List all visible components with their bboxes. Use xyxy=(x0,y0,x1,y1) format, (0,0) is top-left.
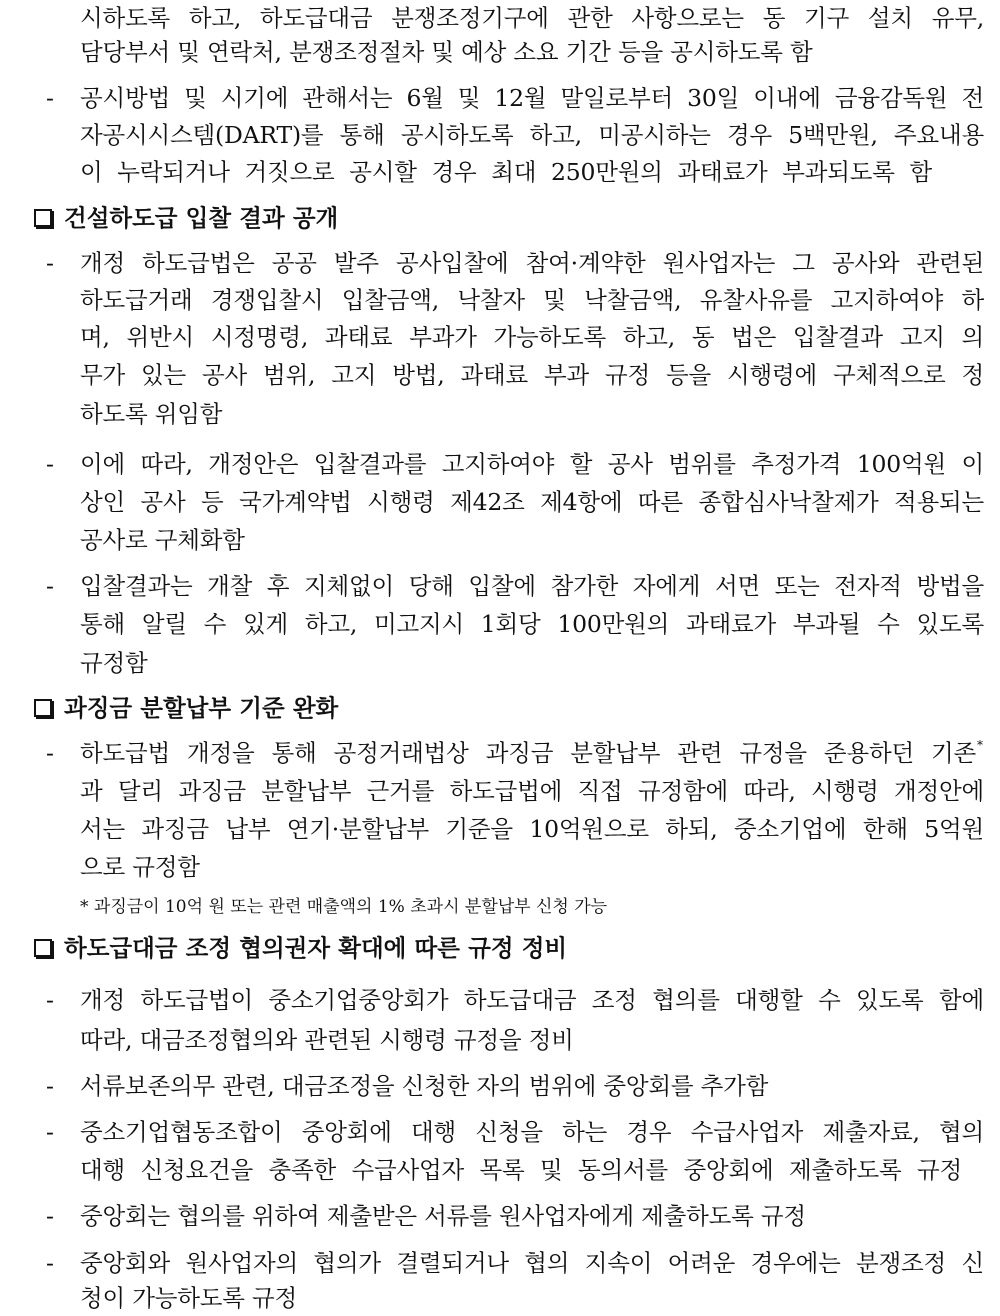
section-title: 건설하도급 입찰 결과 공개 xyxy=(64,204,339,232)
paragraph-line: 으로 규정함 xyxy=(80,853,200,881)
list-dash: - xyxy=(46,1249,54,1277)
list-dash: - xyxy=(46,739,54,767)
paragraph-line: 자공시시스템(DART)를 통해 공시하도록 하고, 미공시하는 경우 5백만원, 주요내용 xyxy=(80,121,984,149)
paragraph-line: 중소기업협동조합이 중앙회에 대행 신청을 하는 경우 수급사업자 제출자료, 협의 xyxy=(80,1118,984,1146)
paragraph-line: 하도급거래 경쟁입찰시 입찰금액, 낙찰자 및 낙찰금액, 유찰사유를 고지하여야 하 xyxy=(80,286,984,314)
footnote: * 과징금이 10억 원 또는 관련 매출액의 1% 초과시 분할납부 신청 가능 xyxy=(80,897,608,917)
section-title: 하도급대금 조정 협의권자 확대에 따른 규정 정비 xyxy=(64,934,568,962)
paragraph-line: 서는 과징금 납부 연기·분할납부 기준을 10억원으로 하되, 중소기업에 한해 5억원 xyxy=(80,815,984,843)
paragraph-line: 중앙회와 원사업자의 협의가 결렬되거나 협의 지속이 어려운 경우에는 분쟁조정 신 xyxy=(80,1249,984,1277)
paragraph-line: 공사로 구체화함 xyxy=(80,526,245,554)
paragraph-line: 중앙회는 협의를 위하여 제출받은 서류를 원사업자에게 제출하도록 규정 xyxy=(80,1202,806,1230)
list-dash: - xyxy=(46,986,54,1014)
paragraph-line: 개정 하도급법은 공공 발주 공사입찰에 참여·계약한 원사업자는 그 공사와 관련된 xyxy=(80,249,984,277)
paragraph-line: 입찰결과는 개찰 후 지체없이 당해 입찰에 참가한 자에게 서면 또는 전자적 방법을 xyxy=(80,572,984,600)
paragraph-line: 시하도록 하고, 하도급대금 분쟁조정기구에 관한 사항으로는 동 기구 설치 유무, xyxy=(80,4,984,32)
paragraph-line: 상인 공사 등 국가계약법 시행령 제42조 제4항에 따른 종합심사낙찰제가 적용되는 xyxy=(80,488,984,516)
checkbox-square-icon xyxy=(34,209,52,227)
paragraph-line: 며, 위반시 시정명령, 과태료 부과가 가능하도록 하고, 동 법은 입찰결과 고지 의 xyxy=(80,323,984,351)
paragraph-line: 이 누락되거나 거짓으로 공시할 경우 최대 250만원의 과태료가 부과되도록 함 xyxy=(80,158,932,186)
checkbox-square-icon xyxy=(34,699,52,717)
list-dash: - xyxy=(46,1118,54,1146)
paragraph-line: 통해 알릴 수 있게 하고, 미고지시 1회당 100만원의 과태료가 부과될 수 있도록 xyxy=(80,610,984,638)
paragraph-line: 담당부서 및 연락처, 분쟁조정절차 및 예상 소요 기간 등을 공시하도록 함 xyxy=(80,38,813,66)
list-dash: - xyxy=(46,249,54,277)
paragraph-line: 따라, 대금조정협의와 관련된 시행령 규정을 정비 xyxy=(80,1026,574,1054)
paragraph-line: 무가 있는 공사 범위, 고지 방법, 과태료 부과 규정 등을 시행령에 구체적으로 정 xyxy=(80,361,984,389)
paragraph-line: 규정함 xyxy=(80,649,148,677)
paragraph-line: 이에 따라, 개정안은 입찰결과를 고지하여야 할 공사 범위를 추정가격 100억원 이 xyxy=(80,450,984,478)
list-dash: - xyxy=(46,84,54,112)
paragraph-line: 하도급법 개정을 통해 공정거래법상 과징금 분할납부 관련 규정을 준용하던 기존 xyxy=(80,739,976,767)
paragraph-line: 서류보존의무 관련, 대금조정을 신청한 자의 범위에 중앙회를 추가함 xyxy=(80,1072,769,1100)
list-dash: - xyxy=(46,572,54,600)
section-heading xyxy=(34,690,338,726)
paragraph-line: 대행 신청요건을 충족한 수급사업자 목록 및 동의서를 중앙회에 제출하도록 규정 xyxy=(80,1156,962,1184)
footnote-mark: * xyxy=(977,738,983,752)
list-dash: - xyxy=(46,1072,54,1100)
list-dash: - xyxy=(46,1202,54,1230)
paragraph-line: 청이 가능하도록 규정 xyxy=(80,1284,298,1312)
section-heading xyxy=(34,930,567,966)
section-title: 과징금 분할납부 기준 완화 xyxy=(64,694,339,722)
list-dash: - xyxy=(46,450,54,478)
paragraph-line: 공시방법 및 시기에 관해서는 6월 및 12월 말일로부터 30일 이내에 금융감독원 전 xyxy=(80,84,984,112)
checkbox-square-icon xyxy=(34,939,52,957)
paragraph-line: 하도록 위임함 xyxy=(80,400,223,428)
section-heading xyxy=(34,200,338,236)
paragraph-line: 개정 하도급법이 중소기업중앙회가 하도급대금 조정 협의를 대행할 수 있도록 함에 xyxy=(80,986,984,1014)
paragraph-line: 과 달리 과징금 분할납부 근거를 하도급법에 직접 규정함에 따라, 시행령 개정안에 xyxy=(80,777,984,805)
